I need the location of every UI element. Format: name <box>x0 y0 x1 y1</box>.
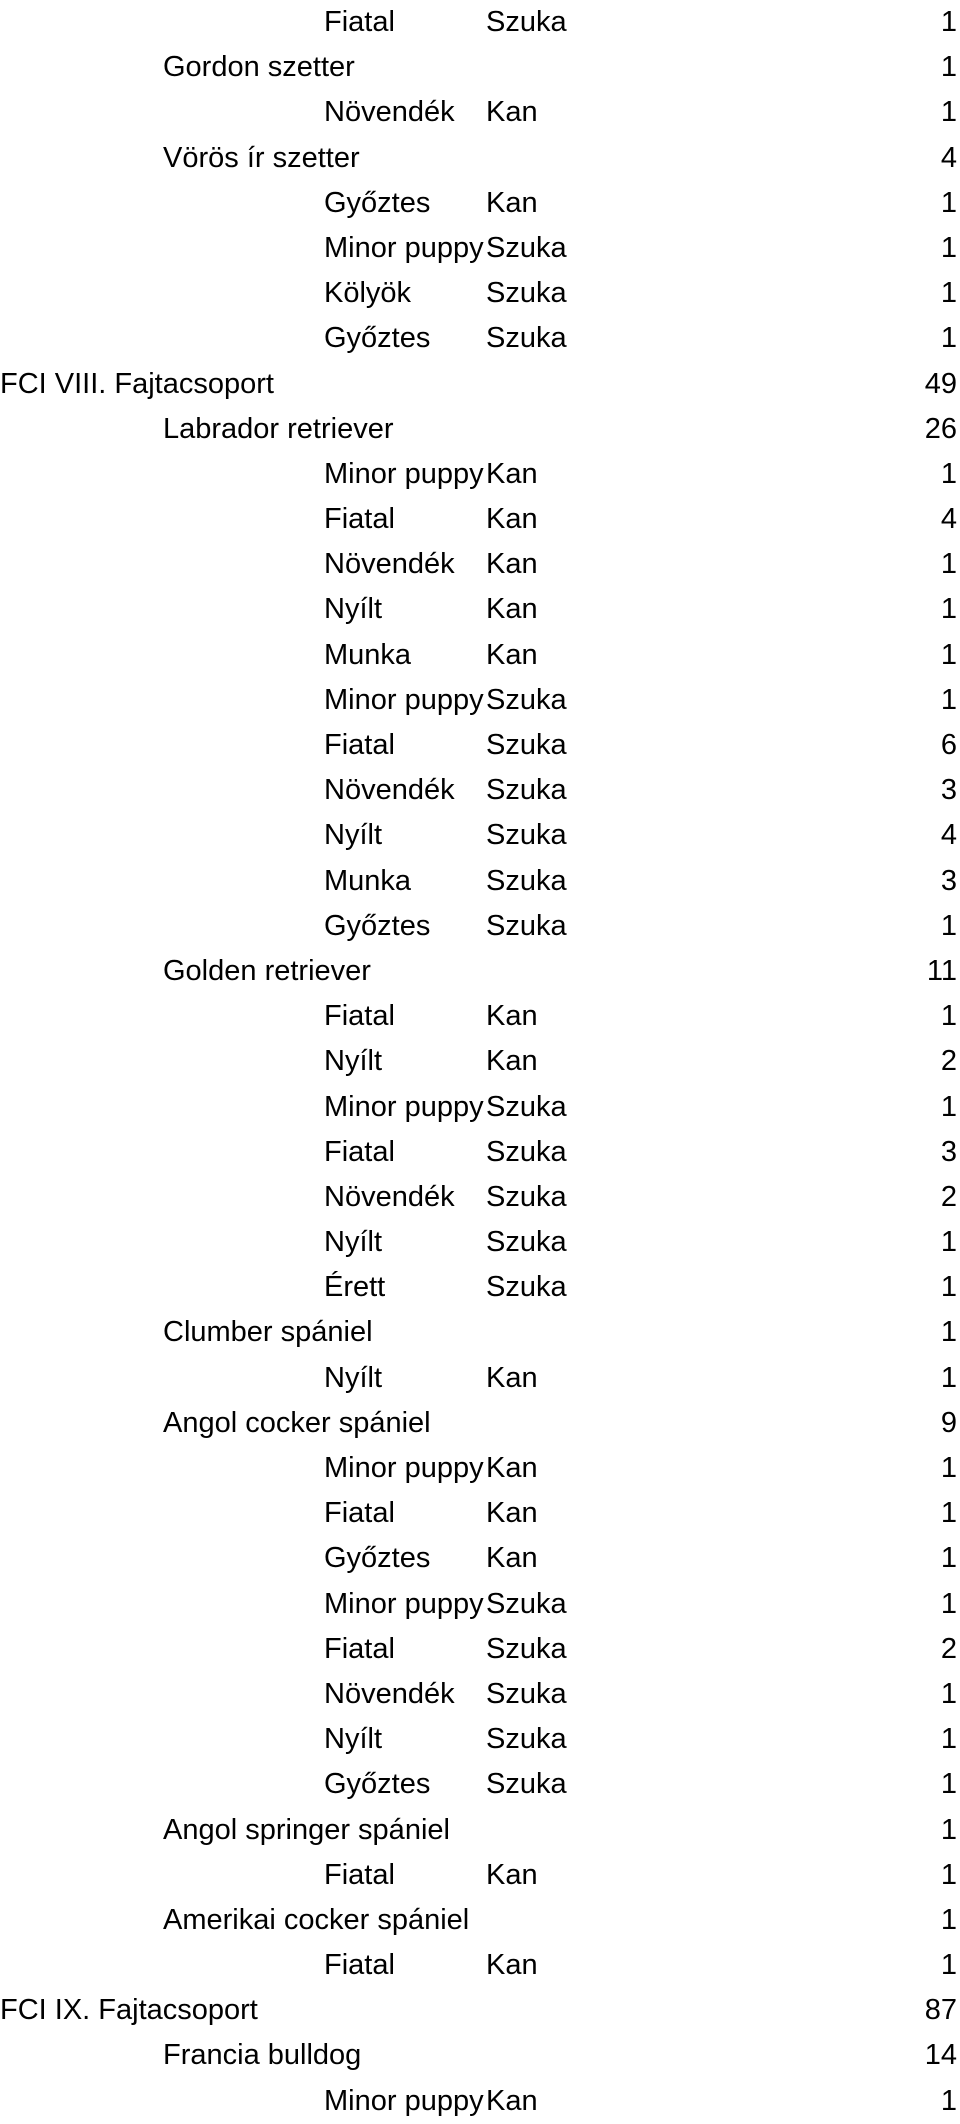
class-row <box>0 1717 960 1762</box>
class-row <box>0 813 960 858</box>
sex-label: Szuka <box>486 1271 567 1304</box>
class-row <box>0 1582 960 1627</box>
breed-row <box>0 45 960 90</box>
entry-count: 9 <box>940 1406 957 1439</box>
class-name: Növendék <box>324 96 455 129</box>
breed-name: Golden retriever <box>163 954 371 987</box>
sex-label: Szuka <box>486 322 567 355</box>
class-row <box>0 497 960 542</box>
entry-count: 1 <box>940 6 957 38</box>
class-name: Növendék <box>324 1180 455 1213</box>
breed-row <box>0 407 960 452</box>
entry-count: 1 <box>940 51 957 84</box>
breed-name: Labrador retriever <box>163 412 394 445</box>
sex-label: Kan <box>486 548 538 581</box>
class-name: Nyílt <box>324 1226 382 1259</box>
entry-count: 14 <box>924 2039 957 2072</box>
sex-label: Szuka <box>486 6 567 38</box>
sex-label: Kan <box>486 503 538 536</box>
class-row <box>0 633 960 678</box>
class-name: Nyílt <box>324 593 382 626</box>
sex-label: Szuka <box>486 1632 567 1665</box>
class-row <box>0 1356 960 1401</box>
entry-count: 1 <box>940 548 957 581</box>
class-name: Növendék <box>324 1677 455 1710</box>
entry-count: 2 <box>940 1045 957 1078</box>
entry-count: 4 <box>940 503 957 536</box>
sex-label: Kan <box>486 1452 538 1484</box>
class-row <box>0 994 960 1039</box>
sex-label: Szuka <box>486 1768 567 1801</box>
entry-count: 1 <box>940 457 957 490</box>
entry-count: 3 <box>940 864 957 897</box>
class-name: Érett <box>324 1271 386 1304</box>
class-name: Nyílt <box>324 1723 382 1756</box>
entry-count: 1 <box>940 1949 957 1982</box>
entry-count: 1 <box>940 1587 957 1620</box>
sex-label: Szuka <box>486 231 567 264</box>
class-row <box>0 678 960 723</box>
sex-label: Szuka <box>486 1723 567 1756</box>
sex-label: Szuka <box>486 774 567 807</box>
class-name: Győztes <box>324 322 431 355</box>
class-row <box>0 316 960 361</box>
class-row <box>0 1943 960 1988</box>
class-row <box>0 587 960 632</box>
class-name: Munka <box>324 638 412 671</box>
sex-label: Szuka <box>486 1090 567 1123</box>
entry-count: 1 <box>940 231 957 264</box>
sex-label: Szuka <box>486 1180 567 1213</box>
class-row <box>0 2079 960 2124</box>
class-row <box>0 904 960 949</box>
entry-count: 1 <box>940 1858 957 1891</box>
class-name: Munka <box>324 864 412 897</box>
class-name: Fiatal <box>324 1135 395 1168</box>
class-name: Minor puppy <box>324 457 484 490</box>
class-name: Győztes <box>324 1542 431 1575</box>
class-row <box>0 1175 960 1220</box>
class-row <box>0 1536 960 1581</box>
sex-label: Kan <box>486 96 538 129</box>
entry-count: 49 <box>924 367 957 400</box>
entry-count: 1 <box>940 1723 957 1756</box>
class-row <box>0 226 960 271</box>
sex-label: Kan <box>486 457 538 490</box>
breed-name: Amerikai cocker spániel <box>163 1903 470 1936</box>
entry-count: 1 <box>940 1542 957 1575</box>
breed-name: Gordon szetter <box>163 51 355 84</box>
sex-label: Kan <box>486 1000 538 1033</box>
class-name: Növendék <box>324 548 455 581</box>
entry-count: 1 <box>940 683 957 716</box>
group-row <box>0 362 960 407</box>
class-row <box>0 768 960 813</box>
class-row <box>0 181 960 226</box>
class-row <box>0 859 960 904</box>
sex-label: Szuka <box>486 277 567 310</box>
entry-count: 1 <box>940 638 957 671</box>
group-row <box>0 1988 960 2033</box>
entry-count: 1 <box>940 1813 957 1846</box>
sex-label: Kan <box>486 593 538 626</box>
class-name: Minor puppy <box>324 1452 484 1484</box>
sex-label: Szuka <box>486 1135 567 1168</box>
breed-row <box>0 1401 960 1446</box>
sex-label: Szuka <box>486 683 567 716</box>
class-row <box>0 1853 960 1898</box>
entry-count: 1 <box>940 322 957 355</box>
class-name: Fiatal <box>324 729 395 761</box>
sex-label: Szuka <box>486 729 567 761</box>
class-name: Győztes <box>324 909 431 942</box>
entry-count: 1 <box>940 1497 957 1530</box>
breed-row <box>0 2033 960 2078</box>
class-row <box>0 1039 960 1084</box>
class-name: Nyílt <box>324 1045 382 1078</box>
entry-count: 1 <box>940 2084 957 2117</box>
sex-label: Szuka <box>486 909 567 942</box>
class-row <box>0 1220 960 1265</box>
entry-count: 87 <box>924 1994 957 2027</box>
class-name: Győztes <box>324 186 431 219</box>
class-name: Nyílt <box>324 1361 382 1394</box>
breed-row <box>0 136 960 181</box>
entry-count: 4 <box>940 141 957 174</box>
entry-count: 1 <box>940 186 957 219</box>
class-row <box>0 542 960 587</box>
sex-label: Kan <box>486 1045 538 1078</box>
sex-label: Kan <box>486 1858 538 1891</box>
entry-count: 2 <box>940 1180 957 1213</box>
entry-count: 11 <box>926 954 957 987</box>
class-name: Fiatal <box>324 1497 395 1530</box>
sex-label: Kan <box>486 1361 538 1394</box>
entry-count: 1 <box>940 1000 957 1033</box>
sex-label: Kan <box>486 1497 538 1530</box>
class-name: Nyílt <box>324 819 382 852</box>
breed-name: Francia bulldog <box>163 2039 362 2072</box>
breed-row <box>0 1898 960 1943</box>
entry-count: 26 <box>924 412 957 445</box>
sex-label: Szuka <box>486 1677 567 1710</box>
entry-count: 2 <box>940 1632 957 1665</box>
entry-count: 1 <box>940 1090 957 1123</box>
class-name: Fiatal <box>324 6 395 38</box>
class-row <box>0 1446 960 1491</box>
class-row <box>0 1085 960 1130</box>
sex-label: Szuka <box>486 819 567 852</box>
entry-count: 3 <box>940 1135 957 1168</box>
sex-label: Szuka <box>486 1587 567 1620</box>
class-name: Kölyök <box>324 277 412 310</box>
class-row <box>0 90 960 135</box>
class-row <box>0 1627 960 1672</box>
sex-label: Szuka <box>486 864 567 897</box>
class-name: Minor puppy <box>324 683 484 716</box>
breed-row <box>0 949 960 994</box>
group-name: FCI IX. Fajtacsoport <box>0 1994 258 2027</box>
entry-count: 1 <box>940 1903 957 1936</box>
class-row <box>0 723 960 768</box>
entry-count: 1 <box>940 1316 957 1349</box>
group-name: FCI VIII. Fajtacsoport <box>0 367 274 400</box>
entry-count: 1 <box>940 1452 957 1484</box>
class-row <box>0 271 960 316</box>
entry-count: 1 <box>940 277 957 310</box>
class-name: Fiatal <box>324 1000 395 1033</box>
sex-label: Kan <box>486 186 538 219</box>
entry-count: 1 <box>940 96 957 129</box>
entry-count: 1 <box>940 593 957 626</box>
breed-name: Clumber spániel <box>163 1316 373 1349</box>
entry-count: 1 <box>940 909 957 942</box>
entry-count: 1 <box>940 1271 957 1304</box>
class-row <box>0 1672 960 1717</box>
class-row <box>0 0 960 45</box>
class-name: Fiatal <box>324 1949 395 1982</box>
breed-name: Angol springer spániel <box>163 1813 450 1846</box>
entry-count: 4 <box>940 819 957 852</box>
breed-row <box>0 1808 960 1853</box>
class-name: Fiatal <box>324 503 395 536</box>
class-name: Minor puppy <box>324 231 484 264</box>
entry-count: 3 <box>940 774 957 807</box>
breed-name: Vörös ír szetter <box>163 141 360 174</box>
entry-count: 6 <box>940 729 957 761</box>
sex-label: Kan <box>486 638 538 671</box>
class-row <box>0 1762 960 1807</box>
class-row <box>0 1491 960 1536</box>
breed-name: Angol cocker spániel <box>163 1406 431 1439</box>
class-name: Minor puppy <box>324 1587 484 1620</box>
sex-label: Kan <box>486 1542 538 1575</box>
sex-label: Kan <box>486 1949 538 1982</box>
entry-count: 1 <box>940 1677 957 1710</box>
class-name: Minor puppy <box>324 1090 484 1123</box>
class-row <box>0 1265 960 1310</box>
class-name: Növendék <box>324 774 455 807</box>
entry-count: 1 <box>940 1226 957 1259</box>
entry-count: 1 <box>940 1768 957 1801</box>
sex-label: Kan <box>486 2084 538 2117</box>
class-name: Fiatal <box>324 1858 395 1891</box>
class-name: Fiatal <box>324 1632 395 1665</box>
class-row <box>0 452 960 497</box>
class-name: Győztes <box>324 1768 431 1801</box>
class-row <box>0 1130 960 1175</box>
entry-count: 1 <box>940 1361 957 1394</box>
class-name: Minor puppy <box>324 2084 484 2117</box>
sex-label: Szuka <box>486 1226 567 1259</box>
breed-row <box>0 1310 960 1355</box>
